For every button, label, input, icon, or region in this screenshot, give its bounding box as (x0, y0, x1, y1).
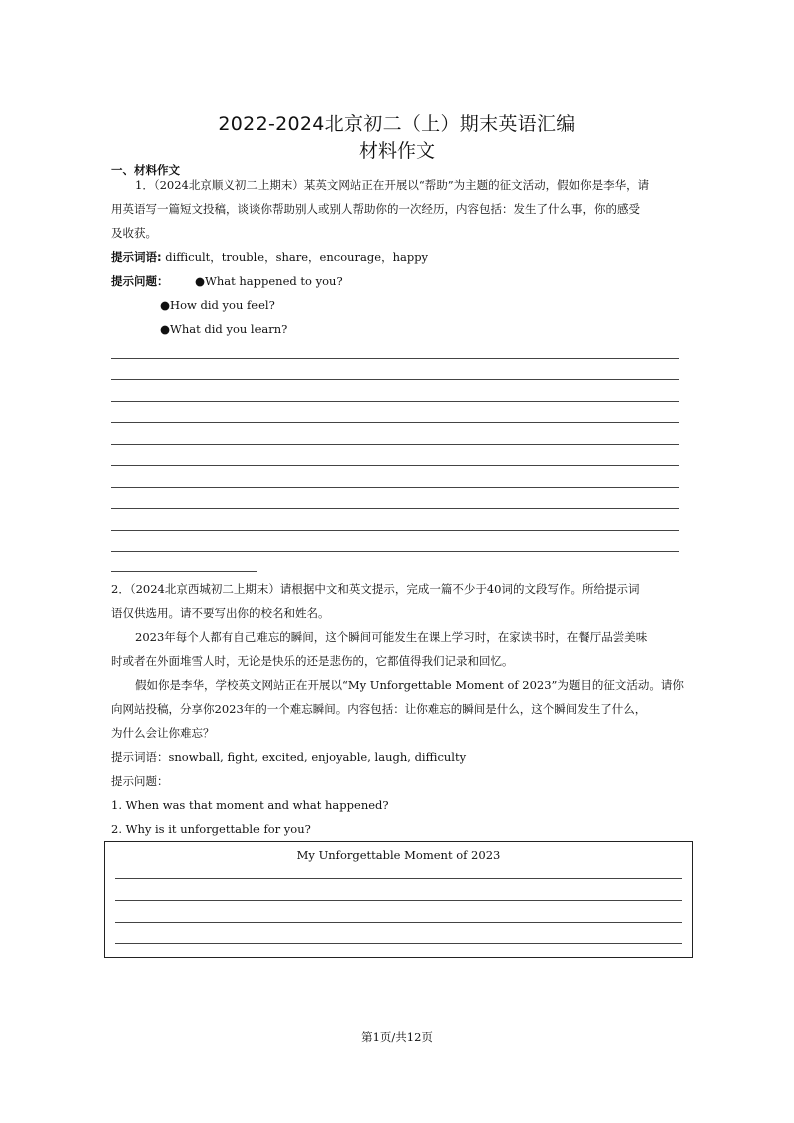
q1-question-2: ●How did you feel? (160, 298, 275, 312)
q2-para1-line-2: 时或者在外面堆雪人时，无论是快乐的还是悲伤的，它都值得我们记录和回忆。 (111, 654, 514, 668)
q1-hint-questions-label: 提示问题： (111, 274, 169, 288)
writing-line (111, 530, 679, 531)
writing-line (111, 465, 679, 466)
q2-answer-box (104, 841, 693, 958)
writing-line (111, 487, 679, 488)
writing-line (115, 878, 682, 879)
document-subtitle: 材料作文 (358, 140, 435, 162)
writing-line (115, 900, 682, 901)
writing-line (111, 551, 679, 552)
writing-line-short (111, 571, 257, 572)
q2-hint-words: 提示词语：snowball, fight, excited, enjoyable, laugh, difficulty (111, 750, 467, 764)
q1-hint-words-label: 提示词语: (111, 250, 162, 264)
q2-question-1: 1. When was that moment and what happened? (111, 798, 389, 812)
writing-line (111, 379, 679, 380)
q1-prompt-line-2: 用英语写一篇短文投稿，谈谈你帮助别人或别人帮助你的一次经历，内容包括：发生了什么事，你的感受 (111, 202, 640, 216)
writing-line (111, 444, 679, 445)
q2-hint-questions-label: 提示问题： (111, 774, 169, 788)
q1-hint-words-text: difficult，trouble，share，encourage，happy (161, 250, 429, 264)
q2-para2-line-2: 向网站投稿，分享你2023年的一个难忘瞬间。内容包括：让你难忘的瞬间是什么，这个瞬间发生了什么， (111, 702, 647, 716)
q2-para2-line-3: 为什么会让你难忘？ (111, 726, 215, 740)
q1-question-1: ●What happened to you? (195, 274, 343, 288)
writing-line (111, 422, 679, 423)
document-title: 2022-2024北京初二（上）期末英语汇编 (218, 113, 576, 135)
q1-prompt-line-3: 及收获。 (111, 226, 157, 240)
writing-line (111, 508, 679, 509)
q1-question-3: ●What did you learn? (160, 322, 288, 336)
writing-line (111, 358, 679, 359)
writing-line (115, 943, 682, 944)
q2-para2-line-1: 假如你是李华，学校英文网站正在开展以“My Unforgettable Moment of 2023”为题目的征文活动。请你 (135, 678, 684, 692)
q2-para1-line-1: 2023年每个人都有自己难忘的瞬间，这个瞬间可能发生在课上学习时，在家读书时，在餐厅品尝美味 (135, 630, 648, 644)
writing-line (115, 922, 682, 923)
page-footer: 第1页/共12页 (361, 1030, 433, 1044)
section-heading: 一、材料作文 (111, 163, 180, 177)
q1-prompt-line-1: 1．（2024北京顺义初二上期末）某英文网站正在开展以“帮助”为主题的征文活动，假如你是李华，请 (135, 178, 650, 192)
q2-prompt-line-2: 语仅供选用。请不要写出你的校名和姓名。 (111, 606, 330, 620)
answer-box-title: My Unforgettable Moment of 2023 (296, 848, 501, 862)
q2-prompt-line-1: 2．（2024北京西城初二上期末）请根据中文和英文提示，完成一篇不少于40词的文段写作。所给提示词 (111, 582, 640, 596)
writing-line (111, 401, 679, 402)
q2-question-2: 2. Why is it unforgettable for you? (111, 822, 311, 836)
q1-hint-words (111, 246, 428, 268)
